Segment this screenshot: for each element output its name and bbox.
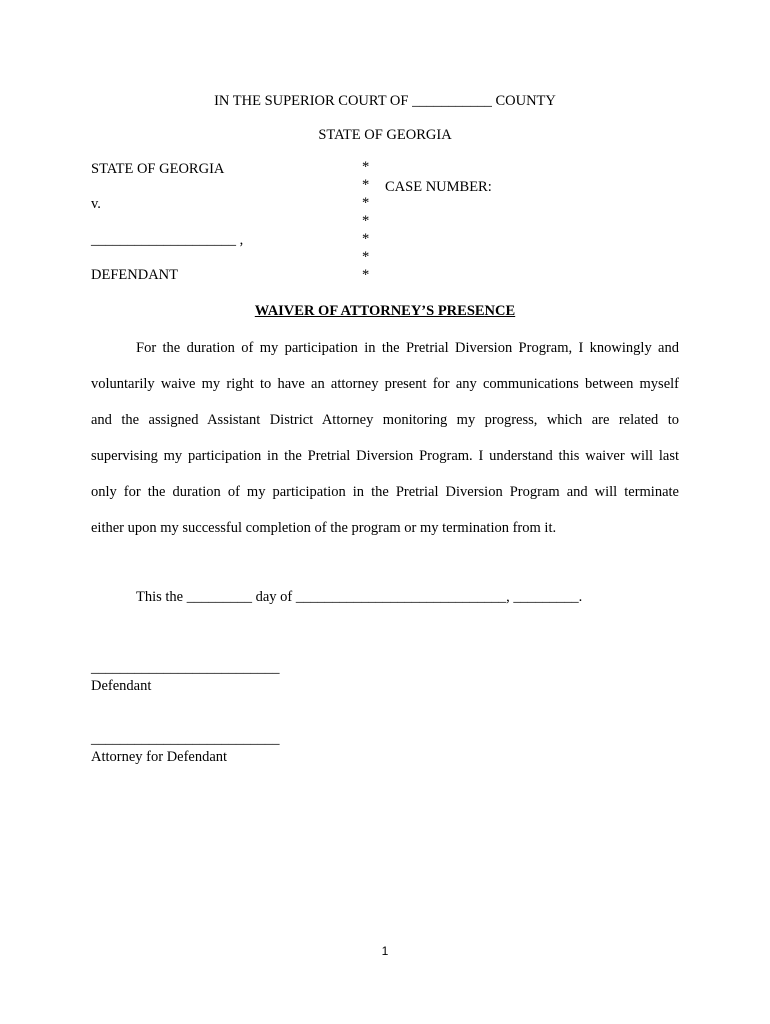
defendant-name-blank: ____________________ , — [91, 232, 244, 248]
paragraph-line: voluntarily waive my right to have an attorney present for any communications between myself — [91, 376, 679, 392]
document-title: WAIVER OF ATTORNEY’S PRESENCE — [254, 303, 516, 319]
caption-asterisk: * — [362, 249, 370, 265]
caption-asterisk: * — [362, 213, 370, 229]
defendant-signature-line: __________________________ — [91, 660, 280, 676]
attorney-signature-line: __________________________ — [91, 731, 280, 747]
caption-asterisk: * — [362, 177, 370, 193]
caption-asterisk: * — [362, 231, 370, 247]
paragraph-line: and the assigned Assistant District Attorney monitoring my progress, which are related to — [91, 412, 679, 428]
page-number: 1 — [381, 944, 389, 958]
paragraph-line: only for the duration of my participation in the Pretrial Diversion Program and will terminate — [91, 484, 679, 500]
attorney-signature-label: Attorney for Defendant — [91, 749, 228, 765]
paragraph-line: supervising my participation in the Pretrial Diversion Program. I understand this waiver will last — [91, 448, 679, 464]
plaintiff-name: STATE OF GEORGIA — [91, 161, 225, 177]
versus-label: v. — [91, 196, 101, 212]
waiver-paragraph — [91, 330, 679, 546]
court-header-line: IN THE SUPERIOR COURT OF ___________ COUNTY — [214, 93, 556, 109]
caption-asterisk: * — [362, 159, 370, 175]
caption-asterisk: * — [362, 267, 370, 283]
defendant-signature-label: Defendant — [91, 678, 152, 694]
case-number-label: CASE NUMBER: — [385, 179, 492, 195]
paragraph-line: For the duration of my participation in the Pretrial Diversion Program, I knowingly and — [136, 340, 679, 356]
date-line: This the _________ day of _____________________________, _________. — [136, 589, 583, 605]
paragraph-line: either upon my successful completion of the program or my termination from it. — [91, 520, 557, 536]
state-header-line: STATE OF GEORGIA — [318, 127, 452, 143]
defendant-caption-label: DEFENDANT — [91, 267, 178, 283]
caption-asterisk: * — [362, 195, 370, 211]
